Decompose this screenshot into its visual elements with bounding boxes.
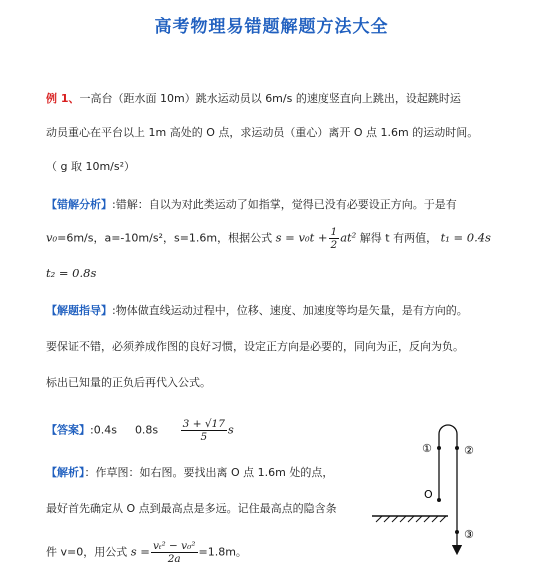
analysis-text-3b: =1.8m。 [198,545,247,559]
point-2-dot [455,446,459,450]
v0-symbol: v₀ [46,230,58,245]
analysis-denominator: 2a [167,553,181,565]
platform-hatching [376,516,446,522]
fraction-denominator: 2 [330,239,338,251]
example-line-1 [46,90,461,106]
answer-tag: 【答案】 [46,423,90,437]
fraction-numerator: 1 [330,226,338,238]
analysis-tag: 【解析】 [46,466,85,479]
label-2: ② [464,444,474,457]
analysis-fraction [151,540,198,565]
example-line-2: 动员重心在平台以上 1m 高处的 O 点，求运动员（重心）离开 O 点 1.6m 的运动时间。 [46,126,479,139]
answer-unit: s [227,422,234,437]
trajectory-path [439,425,457,550]
analysis-line-3 [46,540,247,565]
point-o-dot [437,498,441,502]
analysis-text-1: ：作草图：如右图。要找出离 O 点 1.6m 处的点， [84,466,334,479]
formula-lhs: s = v₀t + [275,230,328,245]
error-analysis-line-1 [46,196,457,212]
error-analysis-text-1: :错解：自以为对此类运动了如指掌，觉得已没有必要设正方向。于是有 [112,198,457,211]
guide-line-2: 要保证不错，必须养成作图的良好习惯，设定正方向是必要的，同向为正，反向为负。 [46,340,464,353]
label-3: ③ [464,528,474,541]
analysis-numerator: vₜ² − v₀² [152,540,196,552]
formula-rhs: at² [340,230,357,245]
page-title: 高考物理易错题解题方法大全 [154,17,389,37]
guide-line-3: 标出已知量的正负后再代入公式。 [46,376,211,389]
error-analysis-line-2 [46,226,491,251]
analysis-line-2: 最好首先确定从 O 点到最高点是多远。记住最高点的隐含条 [46,502,337,515]
answer-value-2: 0.8s [134,423,159,437]
t2-value: t₂ = 0.8s [46,266,97,280]
point-1-dot [437,446,441,450]
t1-value: t₁ = 0.4s [440,230,491,245]
error-analysis-text-2a: =6m/s，a=-10m/s²，s=1.6m，根据公式 [57,231,273,245]
error-analysis-text-2b: 解得 t 有两值， [359,231,438,245]
point-3-dot [455,530,459,534]
guide-text-1: :物体做直线运动过程中，位移、速度、加速度等均是矢量，是有方向的。 [112,304,468,317]
answer-fraction [181,418,227,443]
example-text-1: 一高台（距水面 10m）跳水运动员以 6m/s 的速度竖直向上跳出，设起跳时运 [79,92,461,105]
analysis-line-1 [46,464,333,480]
answer-line [46,418,234,443]
answer-numerator: 3 + √17 [182,418,225,430]
answer-denominator: 5 [200,431,208,443]
guide-line-1 [46,302,468,318]
label-o: O [424,488,433,501]
error-analysis-tag: 【错解分析】 [46,198,112,211]
answer-value-1: :0.4s [90,423,117,437]
analysis-text-3a: 件 v=0，用公式 [46,545,128,559]
formula-half-fraction [329,226,340,251]
motion-diagram [368,420,488,570]
example-line-3: （ g 取 10m/s²） [46,160,136,173]
example-tag: 例 1、 [46,92,80,105]
analysis-formula-lhs: s = [130,544,150,559]
error-analysis-line-3 [46,266,96,280]
label-1: ① [422,442,432,455]
guide-tag: 【解题指导】 [46,304,112,317]
